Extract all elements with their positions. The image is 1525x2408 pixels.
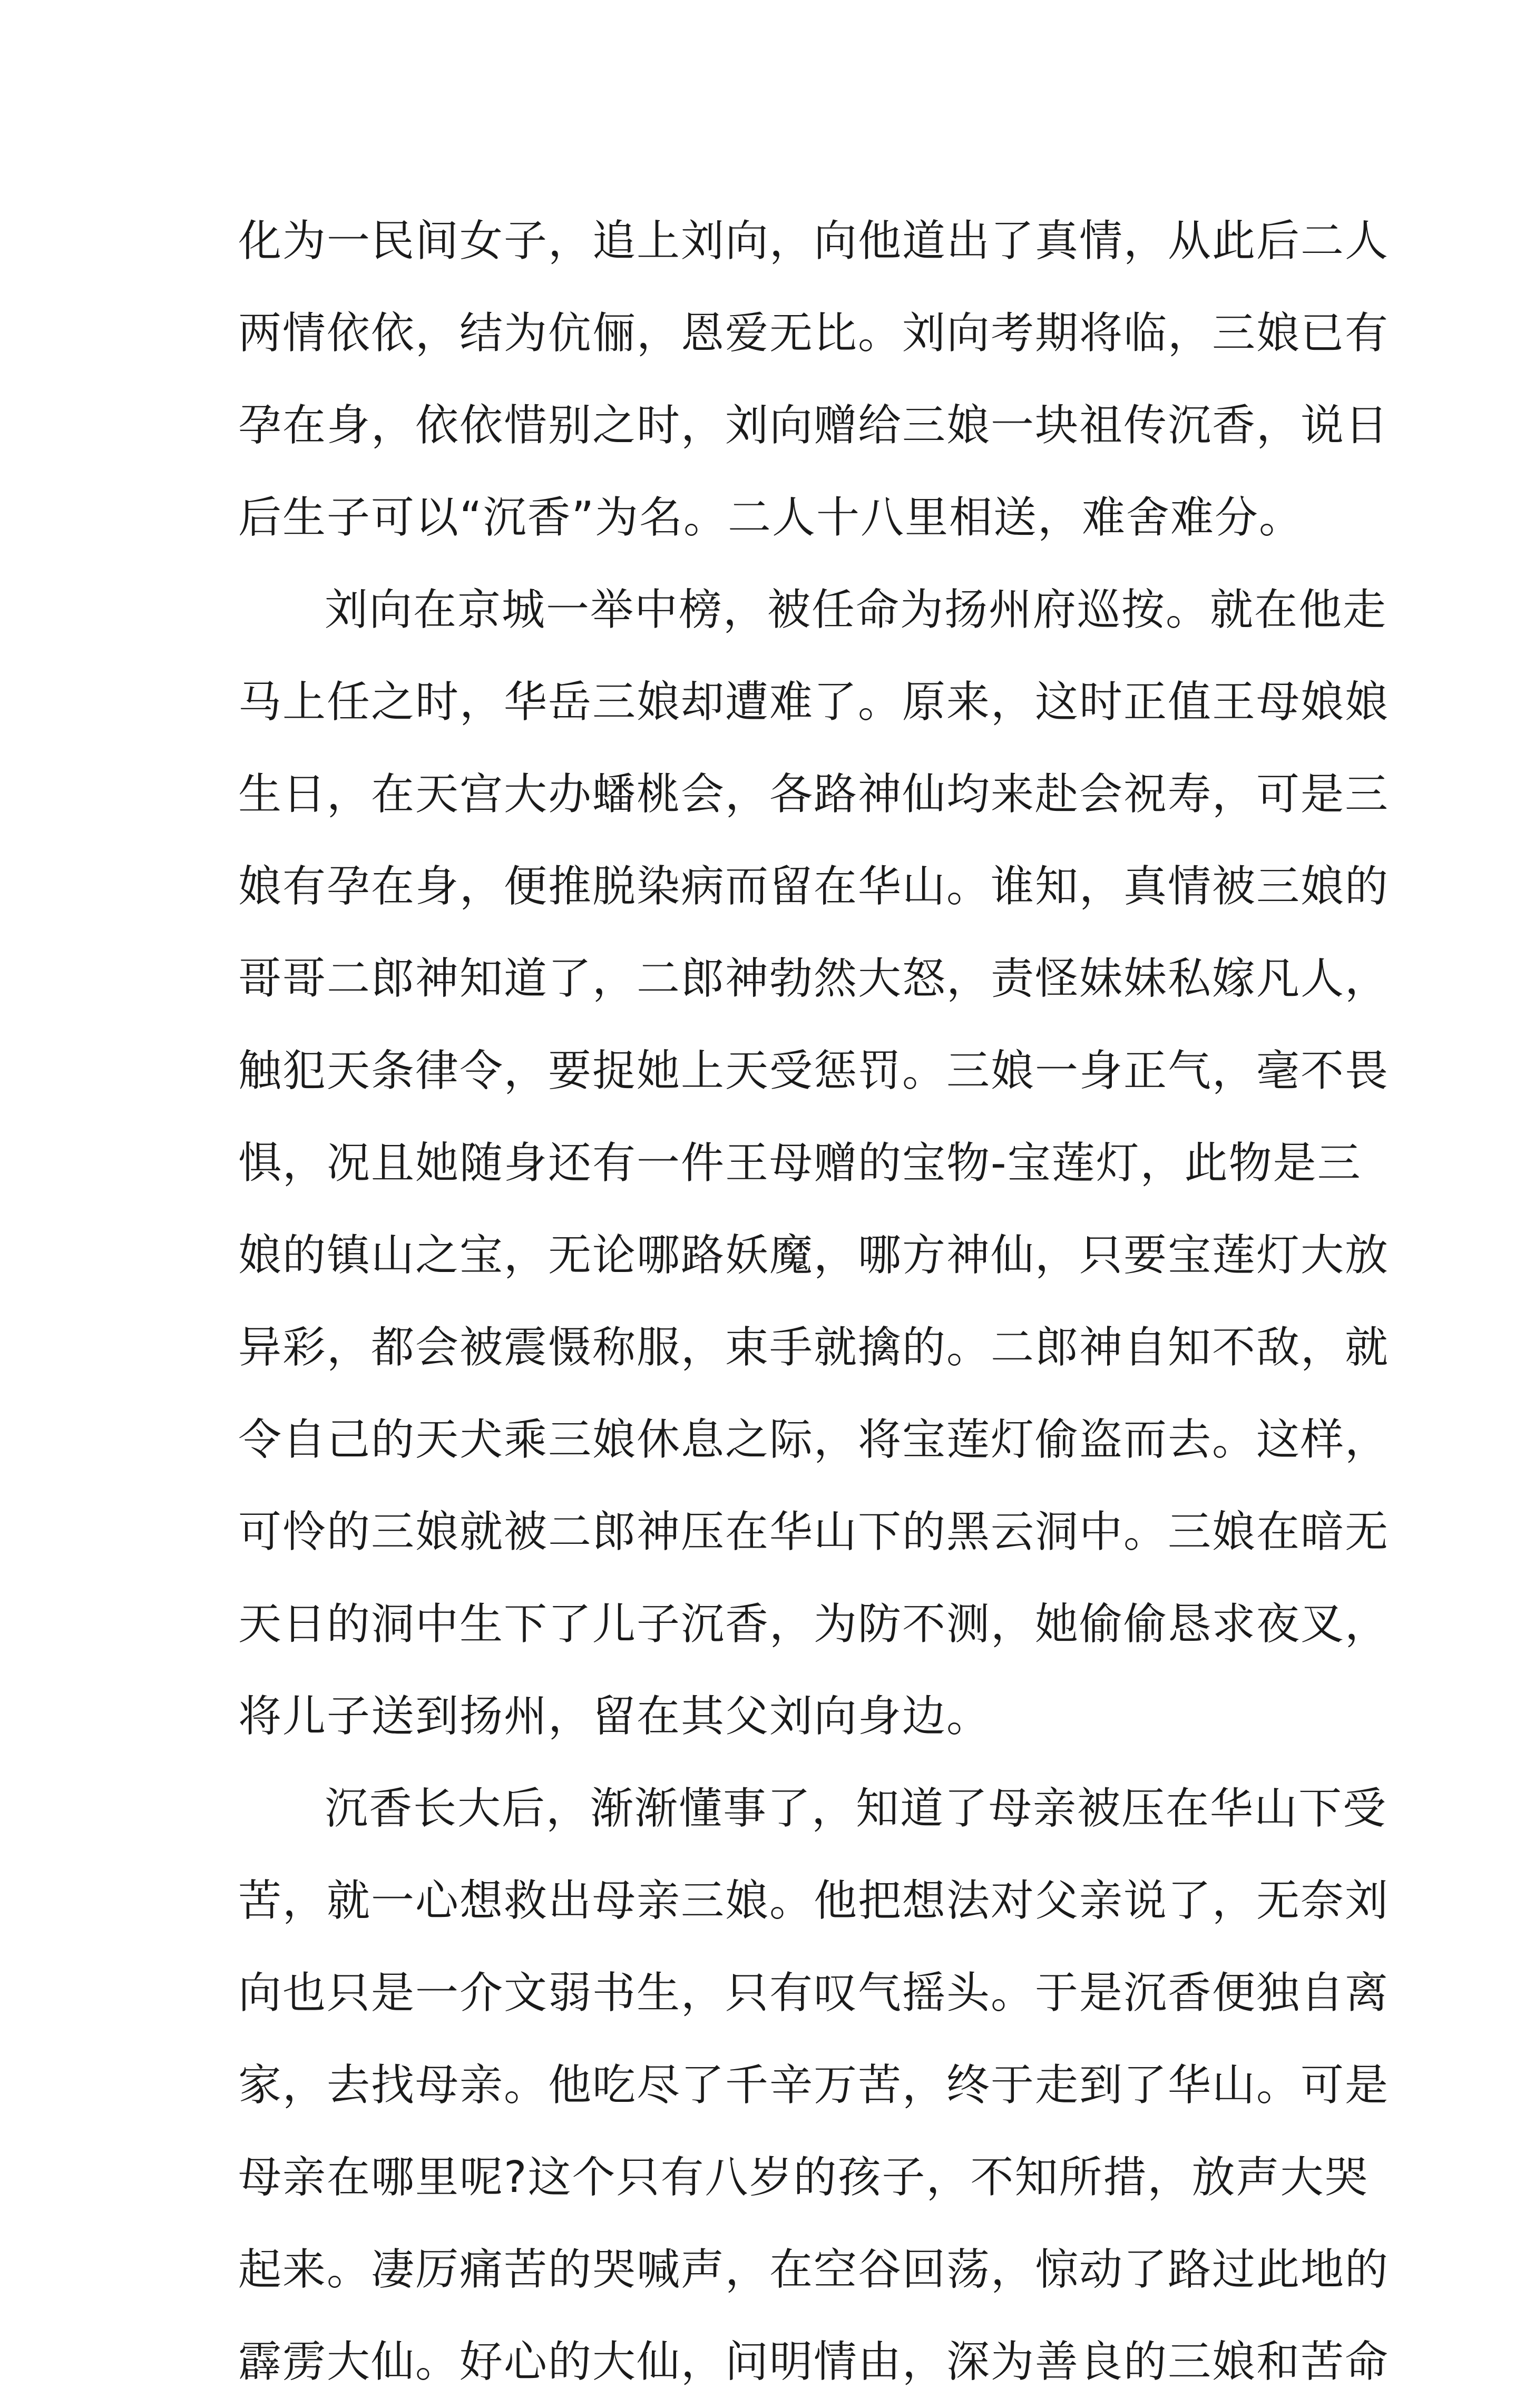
text-line: 可怜的三娘就被二郎神压在华山下的黑云洞中。三娘在暗无 [238,1507,1390,1557]
text-line: 霹雳大仙。好心的大仙，问明情由，深为善良的三娘和苦命 [238,2337,1390,2387]
text-line: 后生子可以“沉香”为名。二人十八里相送，难舍难分。 [238,493,1303,543]
text-line: 异彩，都会被震慑称服，束手就擒的。二郎神自知不敌，就 [238,1323,1390,1373]
text-line: 娘有孕在身，便推脱染病而留在华山。谁知，真情被三娘的 [238,862,1390,912]
text-line: 天日的洞中生下了儿子沉香，为防不测，她偷偷恳求夜叉， [238,1599,1390,1649]
text-line: 哥哥二郎神知道了，二郎神勃然大怒，责怪妹妹私嫁凡人， [238,954,1390,1004]
text-line: 娘的镇山之宝，无论哪路妖魔，哪方神仙，只要宝莲灯大放 [238,1230,1390,1280]
paragraph-start-line: 刘向在京城一举中榜，被任命为扬州府巡按。就在他走 [325,585,1387,635]
paragraph-start-line: 沉香长大后，渐渐懂事了，知道了母亲被压在华山下受 [325,1784,1387,1834]
text-line: 起来。凄厉痛苦的哭喊声，在空谷回荡，惊动了路过此地的 [238,2245,1390,2295]
text-line: 向也只是一介文弱书生，只有叹气摇头。于是沉香便独自离 [238,1968,1390,2018]
text-line: 母亲在哪里呢?这个只有八岁的孩子，不知所措，放声大哭 [238,2152,1369,2203]
text-line: 令自己的天犬乘三娘休息之际，将宝莲灯偷盗而去。这样， [238,1415,1390,1465]
text-line: 化为一民间女子，追上刘向，向他道出了真情，从此后二人 [238,216,1390,266]
text-line: 生日，在天宫大办蟠桃会，各路神仙均来赴会祝寿，可是三 [238,769,1390,819]
text-line: 孕在身，依依惜别之时，刘向赠给三娘一块祖传沉香，说日 [238,400,1390,451]
text-line: 惧，况且她随身还有一件王母赠的宝物-宝莲灯，此物是三 [238,1138,1362,1188]
text-line: 马上任之时，华岳三娘却遭难了。原来，这时正值王母娘娘 [238,677,1390,727]
body-text [238,195,1390,2408]
text-line: 两情依依，结为伉俪，恩爱无比。刘向考期将临，三娘已有 [238,308,1390,358]
text-line: 触犯天条律令，要捉她上天受惩罚。三娘一身正气，毫不畏 [238,1046,1390,1096]
text-line: 将儿子送到扬州，留在其父刘向身边。 [238,1691,991,1741]
text-line: 苦，就一心想救出母亲三娘。他把想法对父亲说了，无奈刘 [238,1876,1390,1926]
text-line: 家，去找母亲。他吃尽了千辛万苦，终于走到了华山。可是 [238,2060,1390,2110]
